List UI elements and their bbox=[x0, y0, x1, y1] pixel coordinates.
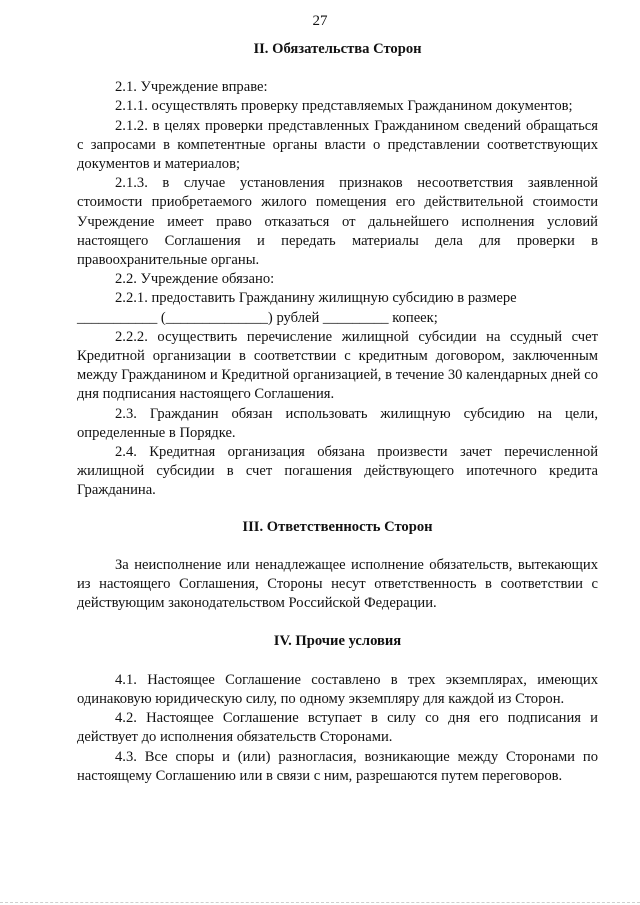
clause-4-3: 4.3. Все споры и (или) разногласия, возникающие между Сторонами по настоящему Соглашению или в связи с ним, разрешаются путем переговоров. bbox=[77, 748, 598, 784]
clause-2-2-2: 2.2.2. осуществить перечисление жилищной субсидии на ссудный счет Кредитной организации в соответствии с кредитным договором, заключенным между Гражданином и Кредитной организацией, в течение 30 календарных дней со дня подписания настоящего Соглашения. bbox=[77, 328, 598, 403]
page-number: 27 bbox=[312, 13, 328, 29]
page-bottom-edge bbox=[0, 901, 640, 903]
clause-2-3: 2.3. Гражданин обязан использовать жилищную субсидию на цели, определенные в Порядке. bbox=[77, 405, 598, 441]
section-2-heading: II. Обязательства Сторон bbox=[253, 41, 422, 57]
document-body bbox=[77, 36, 598, 786]
clause-2-1-3: 2.1.3. в случае установления признаков несоответствия заявленной стоимости приобретаемого жилого помещения его действительной стоимости Учреждение имеет право отказаться от дальнейшего исполнения условий настоящего Соглашения и передать материалы дела для проверки в правоохранительные органы. bbox=[77, 175, 598, 269]
clause-2-1: 2.1. Учреждение вправе: bbox=[115, 79, 268, 96]
section-3-heading: III. Ответственность Сторон bbox=[242, 518, 433, 535]
clause-4-2: 4.2. Настоящее Соглашение вступает в силу со дня его подписания и действует до исполнения обязательств Сторонами. bbox=[77, 710, 598, 746]
clause-2-4: 2.4. Кредитная организация обязана произвести зачет перечисленной жилищной субсидии в счет погашения действующего ипотечного кредита Гражданина. bbox=[77, 444, 598, 499]
clause-4-1: 4.1. Настоящее Соглашение составлено в трех экземплярах, имеющих одинаковую юридическую силу, по одному экземпляру для каждой из Сторон. bbox=[77, 671, 598, 707]
liability-clause: За неисполнение или ненадлежащее исполнение обязательств, вытекающих из настоящего Соглашения, Стороны несут ответственность в соответствии с действующим законодательством Российской Федерации. bbox=[77, 556, 598, 612]
clause-2-2-1: 2.2.1. предоставить Гражданину жилищную субсидию в размере bbox=[115, 290, 517, 307]
section-4-heading: IV. Прочие условия bbox=[273, 633, 402, 650]
clause-2-2: 2.2. Учреждение обязано: bbox=[115, 271, 275, 288]
clause-2-1-2: 2.1.2. в целях проверки представленных Гражданином сведений обращаться с запросами в компетентные органы власти о представлении соответствующих документов и материалов; bbox=[77, 117, 598, 173]
clause-2-1-1: 2.1.1. осуществлять проверку представляемых Гражданином документов; bbox=[115, 98, 573, 115]
subsidy-amount-line: ___________ (______________) рублей _________ копеек; bbox=[77, 309, 438, 326]
